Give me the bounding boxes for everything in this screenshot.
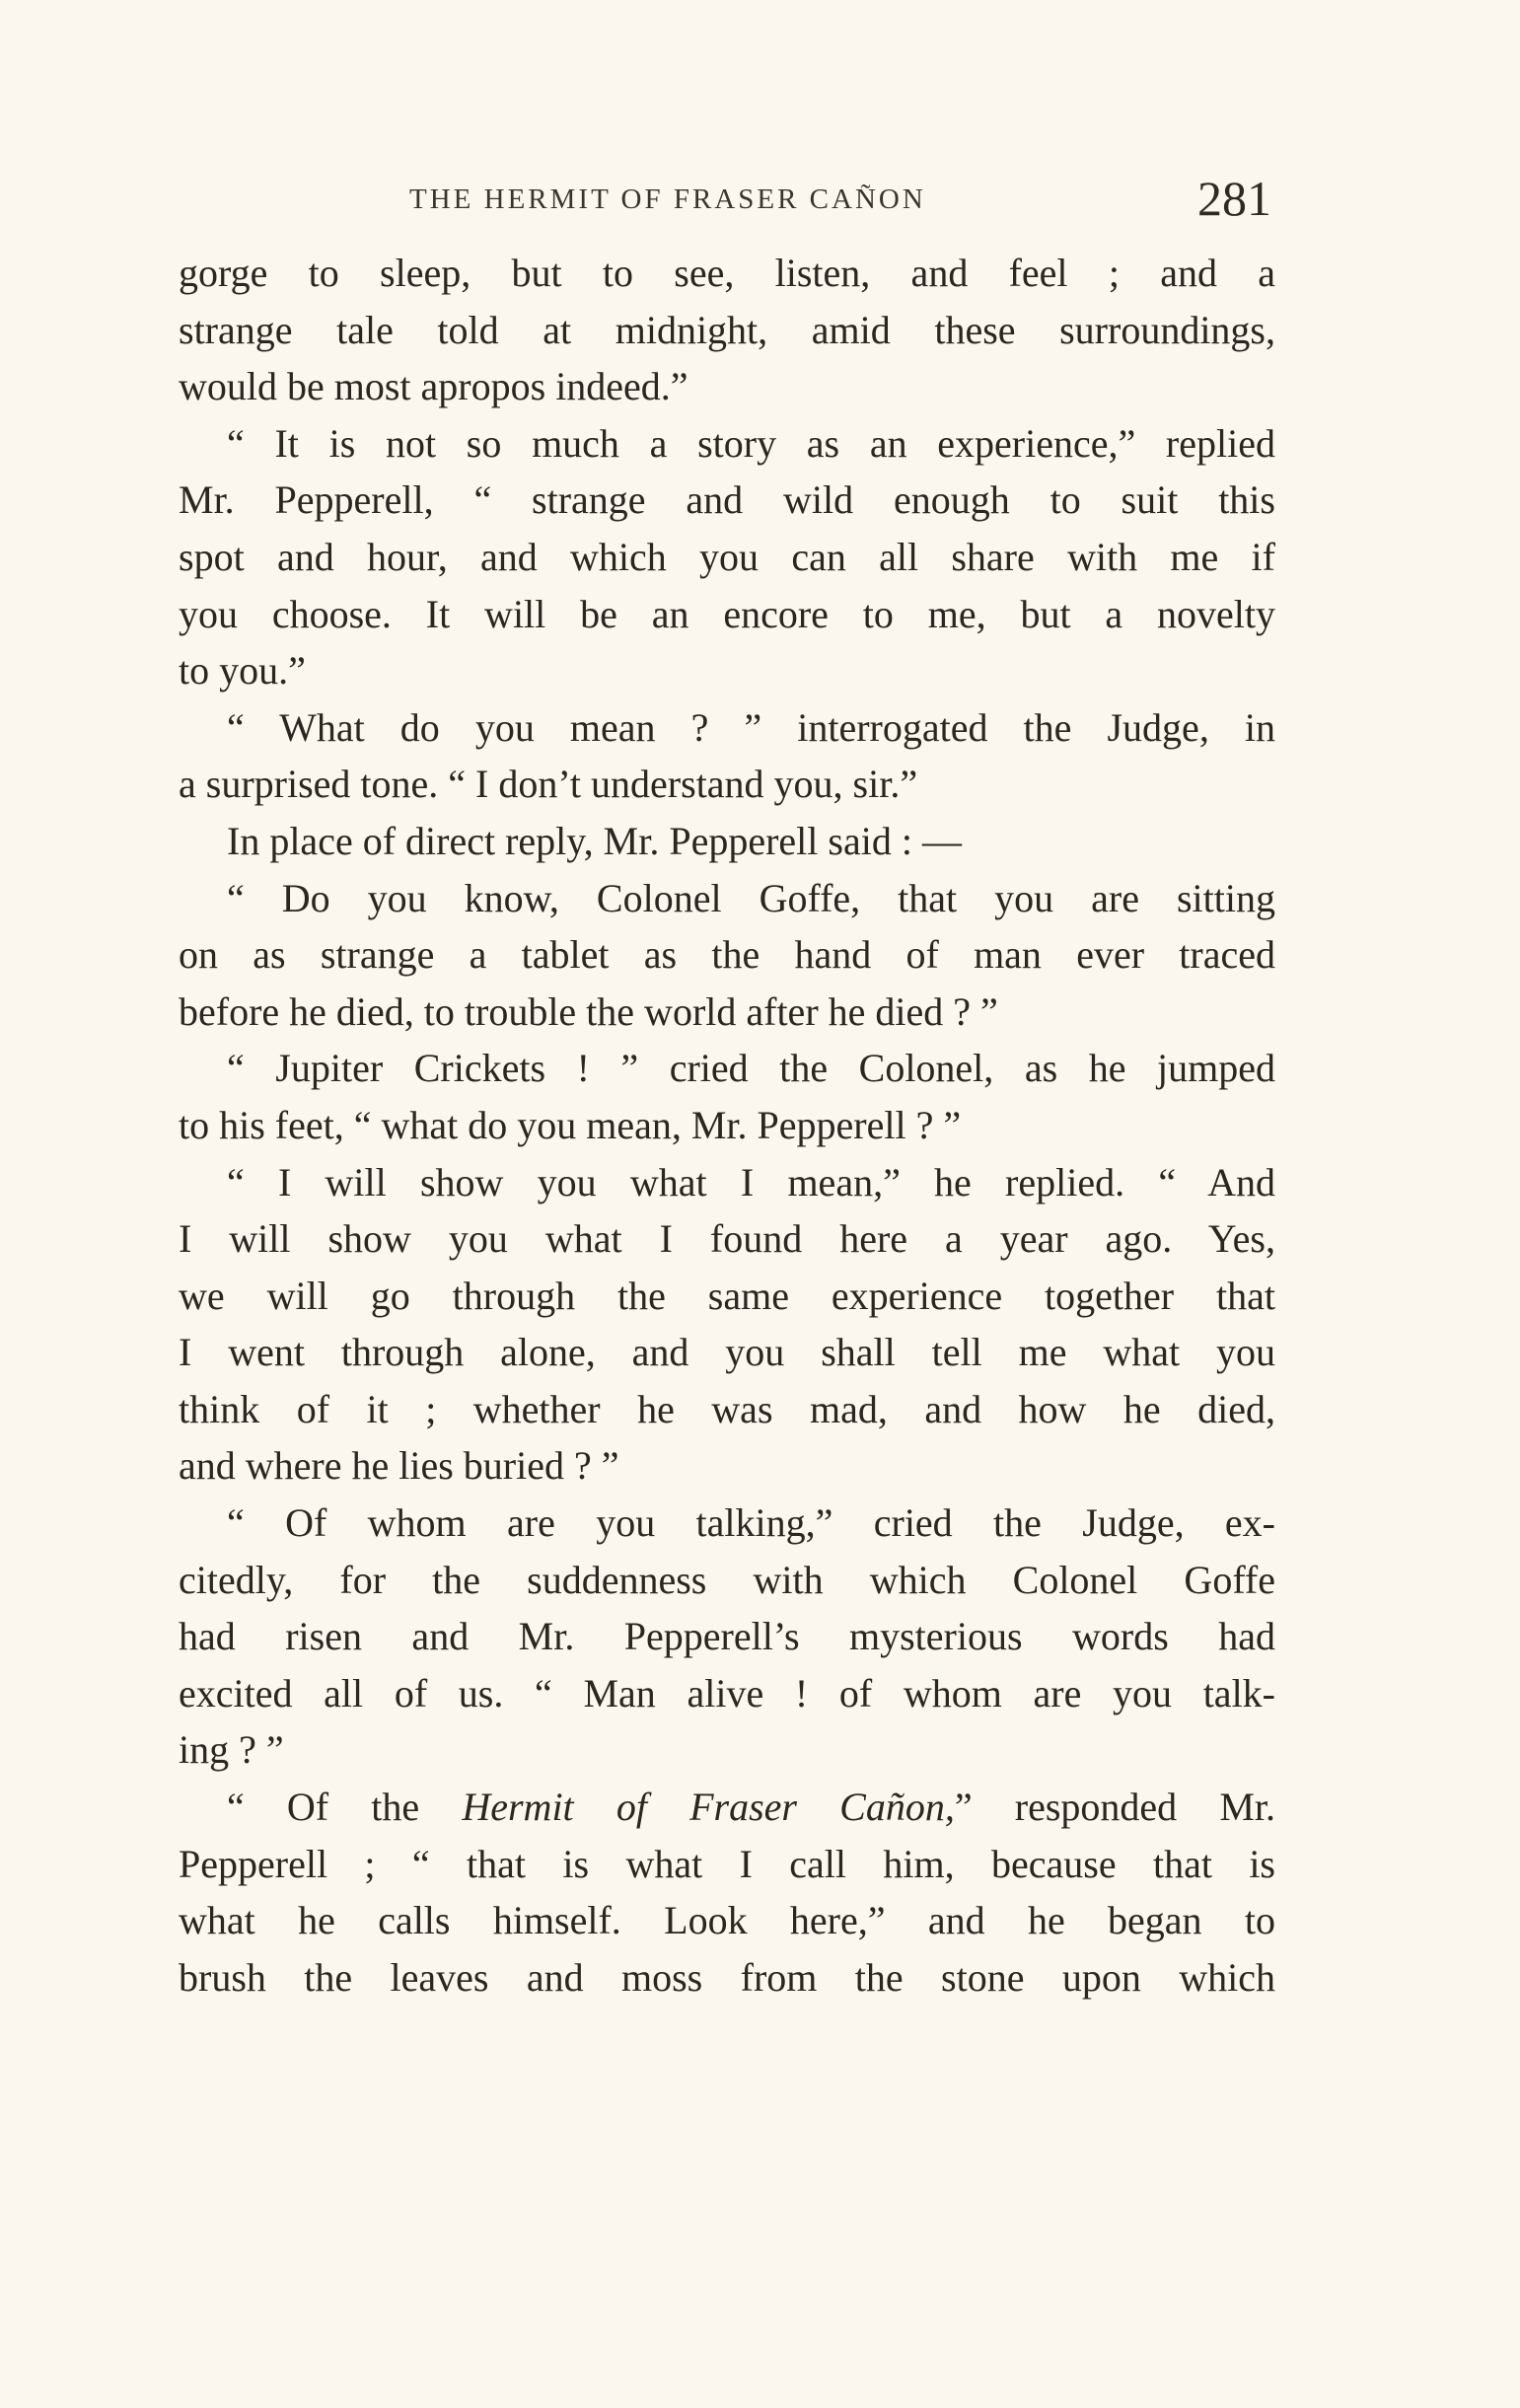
- text-line: think of it ; whether he was mad, and how he died,: [179, 1386, 1275, 1431]
- text-line: excited all of us. “ Man alive ! of whom are you talk-: [179, 1670, 1275, 1715]
- text-segment: “ Of the: [227, 1785, 463, 1830]
- text-line: Mr. Pepperell, “ strange and wild enough to suit this: [179, 477, 1275, 523]
- text-line: to you.”: [179, 648, 306, 693]
- text-line: would be most apropos indeed.”: [179, 364, 688, 409]
- text-line: “ Do you know, Colonel Goffe, that you are sitting: [227, 875, 1275, 920]
- text-line: “ What do you mean ? ” interrogated the Judge, in: [227, 704, 1275, 750]
- text-line: and where he lies buried ? ”: [179, 1443, 619, 1489]
- text-line: had risen and Mr. Pepperell’s mysterious words had: [179, 1614, 1275, 1659]
- text-segment: ” responded Mr.: [954, 1785, 1276, 1830]
- text-line: In place of direct reply, Mr. Pepperell said : —: [227, 818, 962, 863]
- text-line: what he calls himself. Look here,” and he began to: [179, 1898, 1275, 1943]
- page-number: 281: [1197, 171, 1271, 226]
- text-line: before he died, to trouble the world after he died ? ”: [179, 988, 998, 1034]
- text-line: citedly, for the suddenness with which Colonel Goffe: [179, 1557, 1275, 1602]
- text-line: brush the leaves and moss from the stone upon which: [179, 1954, 1275, 2000]
- text-line: you choose. It will be an encore to me, but a novelty: [179, 591, 1275, 636]
- text-line: “ It is not so much a story as an experience,” replied: [227, 420, 1275, 466]
- text-line: “ Jupiter Crickets ! ” cried the Colonel, as he jumped: [227, 1046, 1275, 1091]
- text-line: we will go through the same experience together that: [179, 1273, 1275, 1318]
- text-line: Pepperell ; “ that is what I call him, because that is: [179, 1841, 1275, 1886]
- running-title: THE HERMIT OF FRASER CAÑON: [409, 183, 926, 215]
- text-line-with-italic: [179, 1779, 1275, 1836]
- text-line: spot and hour, and which you can all share with me if: [179, 534, 1275, 579]
- italic-title: Hermit of Fraser Cañon,: [462, 1785, 955, 1830]
- text-line: “ Of whom are you talking,” cried the Judge, ex-: [227, 1500, 1275, 1546]
- body-text: [179, 245, 1275, 2006]
- text-line: a surprised tone. “ I don’t understand you, sir.”: [179, 762, 918, 807]
- text-line: gorge to sleep, but to see, listen, and feel ; and a: [179, 251, 1275, 295]
- text-line: strange tale told at midnight, amid these surroundings,: [179, 307, 1275, 352]
- text-line: “ I will show you what I mean,” he replied. “ And: [227, 1159, 1275, 1204]
- text-line: I went through alone, and you shall tell me what you: [179, 1330, 1275, 1375]
- running-head: [0, 171, 1520, 235]
- text-line: to his feet, “ what do you mean, Mr. Pepperell ? ”: [179, 1102, 962, 1147]
- text-line: I will show you what I found here a year ago. Yes,: [179, 1216, 1275, 1262]
- text-line: on as strange a tablet as the hand of man ever traced: [179, 932, 1275, 978]
- text-line: ing ? ”: [179, 1727, 284, 1773]
